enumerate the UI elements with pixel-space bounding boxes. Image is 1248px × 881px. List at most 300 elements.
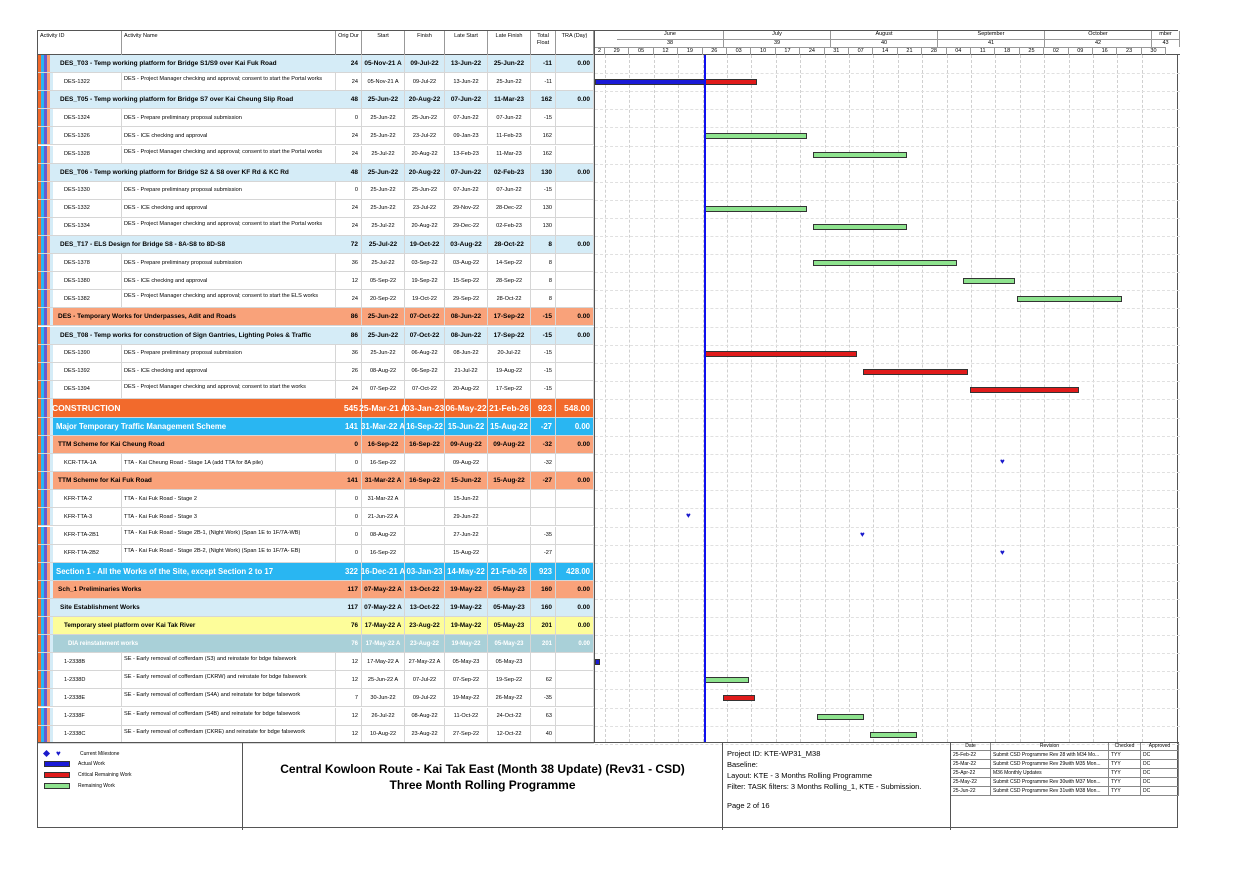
cell-finish: 19-Sep-22 xyxy=(405,272,445,289)
cell-lf: 11-Mar-23 xyxy=(488,91,531,108)
activity-id: DES-1332 xyxy=(60,200,122,217)
activity-name: DES - Prepare preliminary proposal submission xyxy=(122,345,336,362)
wbs-row[interactable] xyxy=(38,599,594,617)
row-grid-line xyxy=(595,327,1180,328)
cell-ls: 19-May-22 xyxy=(445,581,488,598)
wbs-indent-stripes xyxy=(38,218,54,235)
cell-dur: 24 xyxy=(336,200,362,217)
cell-tf: 162 xyxy=(531,146,556,163)
col-start[interactable]: Start xyxy=(362,31,405,55)
revision-cell: DC xyxy=(1141,751,1179,760)
cell-lf: 11-Feb-23 xyxy=(488,127,531,144)
cell-dur: 141 xyxy=(336,418,362,435)
wbs-row[interactable] xyxy=(38,563,594,581)
remaining-work-bar[interactable] xyxy=(705,133,807,139)
day-label: 11 xyxy=(971,47,995,55)
indent-stripe xyxy=(50,200,53,217)
activity-row[interactable] xyxy=(38,272,594,290)
cell-start: 26-Jul-22 xyxy=(362,708,405,725)
cell-ls: 14-May-22 xyxy=(445,563,488,580)
remaining-work-bar[interactable] xyxy=(813,224,907,230)
cell-tra xyxy=(556,653,594,670)
activity-row[interactable] xyxy=(38,200,594,218)
col-finish[interactable]: Finish xyxy=(405,31,445,55)
cell-tf: 63 xyxy=(531,708,556,725)
month-label: August xyxy=(831,31,938,39)
cell-start: 25-Jun-22 xyxy=(362,308,405,325)
cell-ls: 27-Sep-22 xyxy=(445,726,488,743)
milestone-marker[interactable]: ♥ xyxy=(1000,457,1005,467)
gantt-body xyxy=(595,55,1180,742)
cell-ls: 19-May-22 xyxy=(445,599,488,616)
wbs-name: Temporary steel platform over Kai Tak River xyxy=(64,622,196,630)
cell-tra: 0.00 xyxy=(556,236,594,253)
activity-row[interactable] xyxy=(38,73,594,91)
row-grid-line xyxy=(595,635,1180,636)
indent-stripe xyxy=(50,490,53,507)
activity-id: KFR-TTA-3 xyxy=(60,508,122,525)
wbs-row[interactable] xyxy=(38,327,594,345)
cell-ls: 15-Sep-22 xyxy=(445,272,488,289)
wbs-indent-stripes xyxy=(38,726,54,743)
revision-cell: M36 Monthly Updates xyxy=(991,769,1109,778)
row-grid-line xyxy=(595,254,1180,255)
cell-start: 25-Jun-22 xyxy=(362,164,405,181)
wbs-name: Sch_1 Preliminaries Works xyxy=(58,585,142,593)
cell-finish xyxy=(405,527,445,544)
cell-dur: 545 xyxy=(336,399,362,417)
row-grid-line xyxy=(595,146,1180,147)
activity-row[interactable] xyxy=(38,109,594,127)
activity-name: SE - Early removal of cofferdam (CKRW) and reinstate for bdge falsework xyxy=(122,671,336,688)
wbs-indent-stripes xyxy=(38,381,54,398)
critical-bar-swatch xyxy=(44,772,70,778)
activity-row[interactable] xyxy=(38,490,594,508)
cell-finish: 25-Jun-22 xyxy=(405,109,445,126)
wbs-indent-stripes xyxy=(38,55,54,72)
cell-finish: 16-Sep-22 xyxy=(405,472,445,489)
cell-lf: 26-May-22 xyxy=(488,689,531,706)
activity-row[interactable] xyxy=(38,508,594,526)
cell-ls: 19-May-22 xyxy=(445,635,488,652)
activity-row[interactable] xyxy=(38,345,594,363)
activity-row[interactable] xyxy=(38,290,594,308)
critical-work-bar[interactable] xyxy=(705,79,757,85)
cell-dur: 322 xyxy=(336,563,362,580)
cell-tf: -15 xyxy=(531,327,556,344)
cell-tra: 0.00 xyxy=(556,164,594,181)
remaining-work-bar[interactable] xyxy=(813,260,957,266)
cell-ls: 03-Aug-22 xyxy=(445,254,488,271)
activity-row[interactable] xyxy=(38,726,594,744)
cell-lf: 02-Feb-23 xyxy=(488,218,531,235)
row-grid-line xyxy=(595,617,1180,618)
wbs-name: TTM Scheme for Kai Cheung Road xyxy=(58,441,165,449)
revision-header: Checked xyxy=(1109,743,1141,751)
row-grid-line xyxy=(595,653,1180,654)
indent-stripe xyxy=(50,91,53,108)
activity-name: DES - Project Manager checking and approval; consent to start the Portal works xyxy=(122,218,336,235)
cell-start: 08-Aug-22 xyxy=(362,363,405,380)
revision-header: Date xyxy=(951,743,991,751)
activity-row[interactable] xyxy=(38,381,594,399)
cell-finish: 20-Aug-22 xyxy=(405,146,445,163)
cell-lf: 25-Jun-22 xyxy=(488,73,531,90)
activity-id: 1-2338D xyxy=(60,671,122,688)
cell-finish xyxy=(405,454,445,471)
actual-work-bar[interactable] xyxy=(595,79,705,85)
cell-tra: 548.00 xyxy=(556,399,594,417)
activity-row[interactable] xyxy=(38,653,594,671)
cell-tra xyxy=(556,73,594,90)
day-label: 07 xyxy=(849,47,873,55)
revision-cell: TYY xyxy=(1109,760,1141,769)
cell-start: 07-Sep-22 xyxy=(362,381,405,398)
cell-tf: 8 xyxy=(531,254,556,271)
cell-finish xyxy=(405,490,445,507)
activity-id: DES-1324 xyxy=(60,109,122,126)
day-label: 31 xyxy=(825,47,849,55)
cell-tf: 201 xyxy=(531,635,556,652)
cell-tf: 162 xyxy=(531,127,556,144)
activity-row[interactable] xyxy=(38,545,594,563)
activity-name: DES - ICE checking and approval xyxy=(122,363,336,380)
cell-tf: 130 xyxy=(531,164,556,181)
wbs-row[interactable] xyxy=(38,164,594,182)
cell-lf xyxy=(488,545,531,562)
wbs-row[interactable] xyxy=(38,55,594,73)
cell-lf: 12-Oct-22 xyxy=(488,726,531,743)
cell-tf: -11 xyxy=(531,55,556,72)
row-grid-line xyxy=(595,127,1180,128)
cell-finish: 20-Aug-22 xyxy=(405,91,445,108)
revision-cell: Submit CSD Programme Rev 31with M38 Mon... xyxy=(991,787,1109,796)
cell-tra: 0.00 xyxy=(556,617,594,634)
activity-row[interactable] xyxy=(38,527,594,545)
activity-name: TTA - Kai Fuk Road - Stage 2B-2, (Night Work) (Span 1E to 1F/7A- EB) xyxy=(122,545,336,562)
indent-stripe xyxy=(50,418,53,435)
activity-id: KFR-TTA-2B1 xyxy=(60,527,122,544)
week-label: 43 xyxy=(1152,39,1180,47)
cell-tf: -27 xyxy=(531,472,556,489)
remaining-work-bar[interactable] xyxy=(813,152,907,158)
row-grid-line xyxy=(595,381,1180,382)
cell-tf xyxy=(531,653,556,670)
revision-cell: Submit CSD Programme Rev 30with M37 Mon... xyxy=(991,778,1109,787)
cell-tf xyxy=(531,508,556,525)
cell-tra xyxy=(556,290,594,307)
cell-lf xyxy=(488,490,531,507)
cell-finish: 03-Jan-23 xyxy=(405,399,445,417)
wbs-row[interactable] xyxy=(38,399,594,418)
cell-dur: 0 xyxy=(336,454,362,471)
activity-name: TTA - Kai Cheung Road - Stage 1A (add TTA for 8A pile) xyxy=(122,454,336,471)
cell-ls: 29-Sep-22 xyxy=(445,290,488,307)
wbs-row[interactable] xyxy=(38,472,594,490)
row-grid-line xyxy=(595,436,1180,437)
month-label: mber xyxy=(1152,31,1180,39)
cell-ls: 07-Sep-22 xyxy=(445,671,488,688)
week-label: 38 xyxy=(617,39,724,47)
month-label: July xyxy=(724,31,831,39)
cell-start: 31-Mar-22 A xyxy=(362,472,405,489)
cell-finish: 07-Oct-22 xyxy=(405,327,445,344)
indent-stripe xyxy=(50,653,53,670)
cell-start: 25-Jun-22 xyxy=(362,109,405,126)
indent-stripe xyxy=(50,327,53,344)
row-grid-line xyxy=(595,91,1180,92)
wbs-indent-stripes xyxy=(38,127,54,144)
day-label: 24 xyxy=(800,47,824,55)
row-grid-line xyxy=(595,345,1180,346)
cell-finish: 20-Aug-22 xyxy=(405,218,445,235)
col-total-float[interactable]: Total Float xyxy=(531,31,556,55)
remaining-work-bar[interactable] xyxy=(1017,296,1122,302)
wbs-indent-stripes xyxy=(38,91,54,108)
col-tra[interactable]: TRA (Day) xyxy=(556,31,594,55)
revision-table xyxy=(951,743,1179,830)
remaining-work-bar[interactable] xyxy=(705,206,807,212)
cell-finish: 16-Sep-22 xyxy=(405,418,445,435)
cell-start: 07-May-22 A xyxy=(362,599,405,616)
activity-row[interactable] xyxy=(38,146,594,164)
activity-id: 1-2338E xyxy=(60,689,122,706)
cell-start: 08-Aug-22 xyxy=(362,527,405,544)
activity-row[interactable] xyxy=(38,454,594,472)
activity-row[interactable] xyxy=(38,218,594,236)
cell-lf: 19-Aug-22 xyxy=(488,363,531,380)
activity-row[interactable] xyxy=(38,708,594,726)
wbs-indent-stripes xyxy=(38,508,54,525)
cell-finish: 07-Oct-22 xyxy=(405,308,445,325)
cell-tra xyxy=(556,508,594,525)
day-label: 26 xyxy=(703,47,727,55)
cell-ls: 09-Aug-22 xyxy=(445,436,488,453)
col-late-start[interactable]: Late Start xyxy=(445,31,488,55)
wbs-row[interactable] xyxy=(38,308,594,326)
row-grid-line xyxy=(595,708,1180,709)
cell-tf: -27 xyxy=(531,418,556,435)
cell-start: 25-Jun-22 xyxy=(362,127,405,144)
cell-tra: 0.00 xyxy=(556,327,594,344)
remaining-work-bar[interactable] xyxy=(705,677,749,683)
row-grid-line xyxy=(595,200,1180,201)
cell-finish: 09-Jul-22 xyxy=(405,55,445,72)
cell-tf: 201 xyxy=(531,617,556,634)
day-label: 28 xyxy=(922,47,946,55)
cell-ls: 07-Jun-22 xyxy=(445,91,488,108)
row-grid-line xyxy=(595,308,1180,309)
activity-row[interactable] xyxy=(38,182,594,200)
cell-tf: -15 xyxy=(531,381,556,398)
cell-dur: 24 xyxy=(336,218,362,235)
wbs-name: CONSTRUCTION xyxy=(52,402,121,413)
indent-stripe xyxy=(50,726,53,743)
cell-lf: 11-Mar-23 xyxy=(488,146,531,163)
critical-work-bar[interactable] xyxy=(970,387,1079,393)
cell-finish: 07-Oct-22 xyxy=(405,381,445,398)
col-activity-id[interactable]: Activity ID xyxy=(38,31,122,55)
cell-dur: 24 xyxy=(336,290,362,307)
indent-stripe xyxy=(50,381,53,398)
cell-dur: 0 xyxy=(336,508,362,525)
activity-id: DES-1380 xyxy=(60,272,122,289)
cell-tf: 160 xyxy=(531,581,556,598)
indent-stripe xyxy=(50,689,53,706)
indent-stripe xyxy=(50,164,53,181)
activity-row[interactable] xyxy=(38,671,594,689)
activity-id: DES-1328 xyxy=(60,146,122,163)
critical-work-bar[interactable] xyxy=(863,369,968,375)
cell-tf: 8 xyxy=(531,272,556,289)
cell-tra xyxy=(556,272,594,289)
cell-start: 25-Jul-22 xyxy=(362,236,405,253)
cell-start: 25-Jul-22 xyxy=(362,218,405,235)
cell-start: 31-Mar-22 A xyxy=(362,490,405,507)
indent-stripe xyxy=(50,436,53,453)
cell-tra: 428.00 xyxy=(556,563,594,580)
cell-lf: 05-May-23 xyxy=(488,581,531,598)
cell-tra xyxy=(556,545,594,562)
activity-row[interactable] xyxy=(38,254,594,272)
row-grid-line xyxy=(595,454,1180,455)
filter-name: Filter: TASK filters: 3 Months Rolling_1, KTE - Submission. xyxy=(727,782,922,791)
cell-dur: 12 xyxy=(336,653,362,670)
cell-tra xyxy=(556,254,594,271)
milestone-marker[interactable]: ♥ xyxy=(860,529,865,539)
wbs-indent-stripes xyxy=(38,272,54,289)
day-label: 29 xyxy=(605,47,629,55)
wbs-indent-stripes xyxy=(38,454,54,471)
activity-table xyxy=(38,55,594,742)
cell-tra xyxy=(556,218,594,235)
revision-cell: 25-Mar-22 xyxy=(951,760,991,769)
revision-header: Revision xyxy=(991,743,1109,751)
wbs-indent-stripes xyxy=(38,671,54,688)
cell-finish: 07-Jul-22 xyxy=(405,671,445,688)
wbs-row[interactable] xyxy=(38,418,594,436)
col-late-finish[interactable]: Late Finish xyxy=(488,31,531,55)
day-label: 25 xyxy=(1020,47,1044,55)
row-grid-line xyxy=(595,689,1180,690)
cell-tra: 0.00 xyxy=(556,436,594,453)
wbs-row[interactable] xyxy=(38,436,594,454)
cell-lf: 05-May-23 xyxy=(488,599,531,616)
revision-cell: DC xyxy=(1141,769,1179,778)
cell-tf: -15 xyxy=(531,182,556,199)
cell-ls: 13-Jun-22 xyxy=(445,73,488,90)
cell-lf: 28-Sep-22 xyxy=(488,272,531,289)
cell-dur: 7 xyxy=(336,689,362,706)
activity-row[interactable] xyxy=(38,127,594,145)
cell-tf: -11 xyxy=(531,73,556,90)
layout-name: Layout: KTE - 3 Months Rolling Programme xyxy=(727,771,873,780)
remaining-work-bar[interactable] xyxy=(963,278,1015,284)
cell-finish: 23-Jul-22 xyxy=(405,127,445,144)
col-orig-dur[interactable]: Orig Dur xyxy=(336,31,362,55)
wbs-name: Section 1 - All the Works of the Site, except Section 2 to 17 xyxy=(56,566,274,576)
wbs-row[interactable] xyxy=(38,236,594,254)
cell-lf: 07-Jun-22 xyxy=(488,109,531,126)
row-grid-line xyxy=(595,671,1180,672)
cell-start: 16-Sep-22 xyxy=(362,545,405,562)
activity-row[interactable] xyxy=(38,363,594,381)
cell-finish: 23-Jul-22 xyxy=(405,200,445,217)
cell-dur: 24 xyxy=(336,73,362,90)
indent-stripe xyxy=(50,671,53,688)
wbs-row[interactable] xyxy=(38,617,594,635)
indent-stripe xyxy=(50,508,53,525)
revision-cell: Submit CSD Programme Rev 29with M35 Mon... xyxy=(991,760,1109,769)
critical-work-bar[interactable] xyxy=(723,695,755,701)
cell-ls: 15-Jun-22 xyxy=(445,418,488,435)
row-grid-line xyxy=(595,599,1180,600)
cell-ls: 20-Aug-22 xyxy=(445,381,488,398)
cell-finish: 09-Jul-22 xyxy=(405,73,445,90)
remaining-work-bar[interactable] xyxy=(817,714,864,720)
critical-work-bar[interactable] xyxy=(705,351,857,357)
cell-tf: -27 xyxy=(531,545,556,562)
wbs-row[interactable] xyxy=(38,581,594,599)
cell-dur: 0 xyxy=(336,436,362,453)
cell-start: 25-Jun-22 xyxy=(362,327,405,344)
cell-finish: 09-Jul-22 xyxy=(405,689,445,706)
activity-name: DES - Project Manager checking and approval; consent to start the Portal works xyxy=(122,146,336,163)
cell-dur: 24 xyxy=(336,146,362,163)
wbs-row[interactable] xyxy=(38,635,594,653)
cell-start: 05-Sep-22 xyxy=(362,272,405,289)
revision-cell: 25-Apr-22 xyxy=(951,769,991,778)
cell-dur: 48 xyxy=(336,91,362,108)
cell-tra xyxy=(556,146,594,163)
cell-finish: 03-Jan-23 xyxy=(405,563,445,580)
cell-lf: 20-Jul-22 xyxy=(488,345,531,362)
col-activity-name[interactable]: Activity Name xyxy=(122,31,336,55)
cell-finish: 13-Oct-22 xyxy=(405,581,445,598)
activity-id: DES-1322 xyxy=(60,73,122,90)
indent-stripe xyxy=(50,218,53,235)
row-grid-line xyxy=(595,581,1180,582)
activity-name: TTA - Kai Fuk Road - Stage 3 xyxy=(122,508,336,525)
indent-stripe xyxy=(50,617,53,634)
cell-dur: 0 xyxy=(336,545,362,562)
cell-start: 17-May-22 A xyxy=(362,617,405,634)
milestone-marker[interactable]: ♥ xyxy=(1000,547,1005,557)
indent-stripe xyxy=(50,472,53,489)
cell-ls: 15-Jun-22 xyxy=(445,490,488,507)
activity-row[interactable] xyxy=(38,689,594,707)
cell-dur: 12 xyxy=(336,726,362,743)
cell-tra: 0.00 xyxy=(556,91,594,108)
cell-tf: -35 xyxy=(531,689,556,706)
cell-start: 25-Jun-22 xyxy=(362,182,405,199)
milestone-marker[interactable]: ♥ xyxy=(686,511,691,521)
week-label: 42 xyxy=(1045,39,1152,47)
wbs-indent-stripes xyxy=(38,73,54,90)
cell-dur: 0 xyxy=(336,109,362,126)
remaining-work-bar[interactable] xyxy=(870,732,917,738)
wbs-row[interactable] xyxy=(38,91,594,109)
activity-name: TTA - Kai Fuk Road - Stage 2 xyxy=(122,490,336,507)
cell-start: 25-Jun-22 xyxy=(362,345,405,362)
indent-stripe xyxy=(50,73,53,90)
cell-tra xyxy=(556,454,594,471)
day-label: 09 xyxy=(1069,47,1093,55)
row-grid-line xyxy=(595,363,1180,364)
actual-work-bar[interactable] xyxy=(595,659,600,665)
row-grid-line xyxy=(595,726,1180,727)
cell-tf: -35 xyxy=(531,527,556,544)
